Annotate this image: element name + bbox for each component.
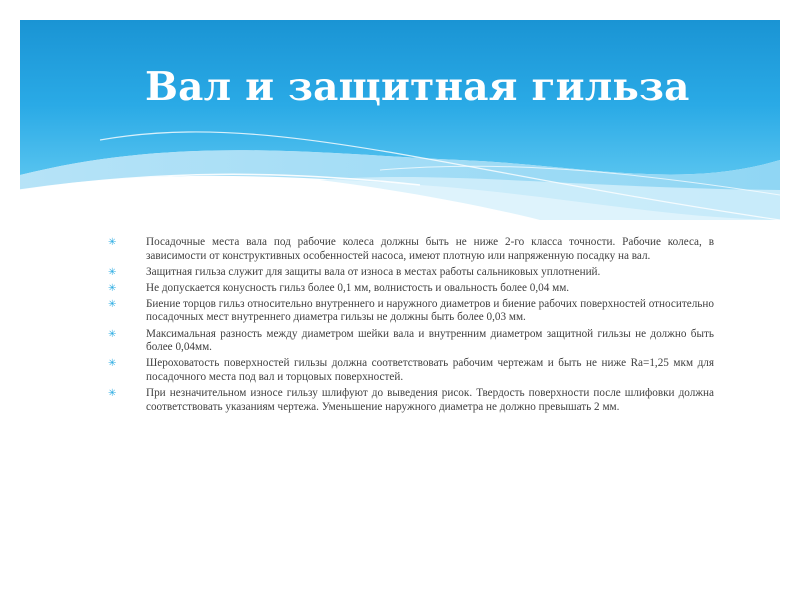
bullet-item [108, 357, 714, 384]
slide-title: Вал и защитная гильза [145, 64, 690, 110]
bullet-item [108, 282, 714, 296]
bullet-text: Шероховатость поверхностей гильзы должна соответствовать рабочим чертежам и быть не ниже Ra=1,25 мкм для посадочного места под вал и торцовых поверхностей. [146, 357, 714, 383]
bullet-star-icon: ✳ [108, 387, 117, 399]
bullet-item [108, 266, 714, 280]
bullet-item [108, 328, 714, 355]
bullet-text: Максимальная разность между диаметром шейки вала и внутренним диаметром защитной гильзы не должно быть более 0,04мм. [146, 327, 714, 354]
bullet-list [108, 236, 714, 417]
bullet-text: Биение торцов гильз относительно внутреннего и наружного диаметров и биение рабочих поверхностей относительно посадочных мест внутреннего диаметра гильзы не должны быть более 0,03 мм. [146, 297, 714, 324]
bullet-star-icon: ✳ [108, 298, 117, 310]
bullet-text: Защитная гильза служит для защиты вала от износа в местах работы сальниковых уплотнений. [146, 265, 601, 278]
header-wave-background [20, 20, 780, 220]
bullet-star-icon: ✳ [108, 282, 117, 294]
bullet-item [108, 298, 714, 325]
bullet-star-icon: ✳ [108, 237, 117, 248]
bullet-text: Посадочные места вала под рабочие колеса должны быть не ниже 2-го класса точности. Рабочие колеса, в зависимости от конструктивных особенностей насоса, имеют плотную или напряженную посадку на вал. [146, 236, 714, 262]
bullet-text: При незначительном износе гильзу шлифуют до выведения рисок. Твердость поверхности после шлифовки должна соответствовать указаниям чертежа. Уменьшение наружного диаметра не должно превышать 2 мм. [146, 386, 714, 413]
bullet-star-icon: ✳ [108, 328, 117, 340]
bullet-star-icon: ✳ [108, 358, 117, 370]
bullet-star-icon: ✳ [108, 266, 117, 278]
slide [20, 20, 780, 580]
bullet-text: Не допускается конусность гильз более 0,1 мм, волнистость и овальность более 0,04 мм. [146, 281, 570, 294]
bullet-item [108, 236, 714, 263]
bullet-item [108, 387, 714, 414]
